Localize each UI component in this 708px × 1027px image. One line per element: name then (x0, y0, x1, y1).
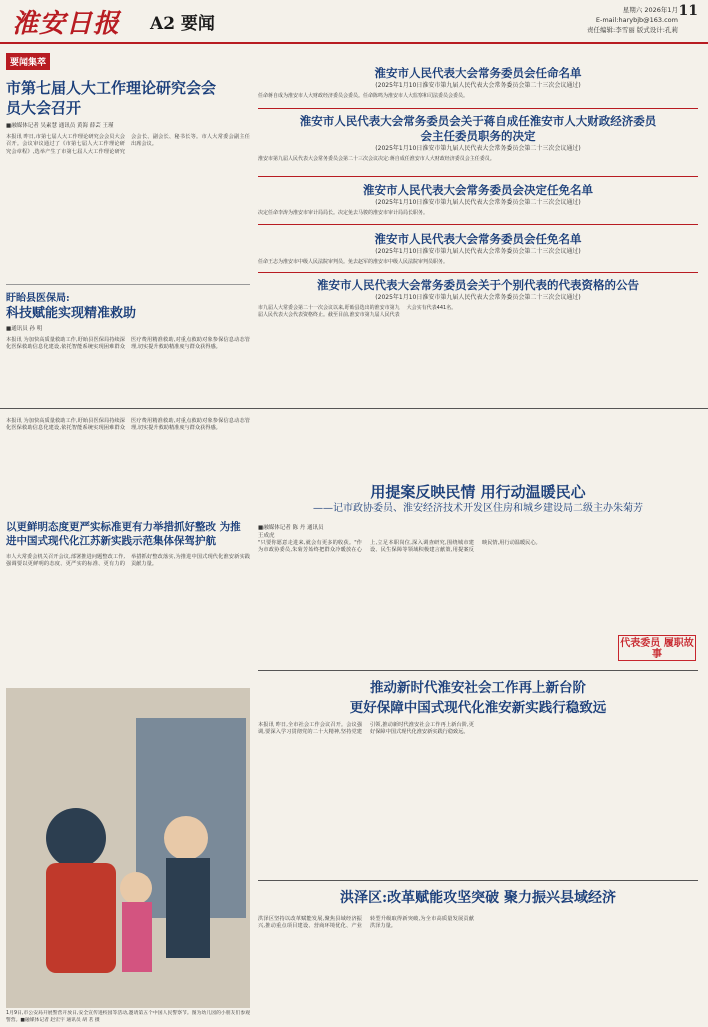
notice-5-sub: (2025年1月10日淮安市第九届人民代表大会常务委员会第二十三次会议通过) (375, 294, 581, 301)
page-label: A2 要闻 (150, 14, 215, 34)
divider (258, 108, 698, 109)
notice-2-body: 淮安市第九届人民代表大会常务委员会第二十三次会议决定:蒋自成任淮安市人大财政经济委员会主任委员。 (258, 156, 495, 162)
story2-byline: ■通讯员 孙 明 (6, 326, 43, 332)
notice-4-sub: (2025年1月10日淮安市第九届人民代表大会常务委员会第二十三次会议通过) (375, 248, 581, 255)
page-number: 11 (678, 3, 698, 19)
notice-1 (258, 66, 698, 100)
notice-5-title[interactable]: 淮安市人民代表大会常务委员会关于个别代表的代表资格的公告 (317, 278, 639, 292)
story3-body: 市人大常委会机关召开会议,部署推进问题整改工作,强调要以更鲜明的态度、更严实的标准、更有力的举措抓好整改落实,为推进中国式现代化淮安新实践贡献力量。 (6, 554, 250, 568)
notice-2-sub: (2025年1月10日淮安市第九届人民代表大会常务委员会第二十三次会议通过) (375, 145, 581, 152)
masthead (0, 0, 708, 44)
feature-header (258, 482, 698, 516)
notice-3-sub: (2025年1月10日淮安市第九届人民代表大会常务委员会第二十三次会议通过) (375, 199, 581, 206)
issue-date: 星期六 2026年1月 (622, 6, 678, 14)
feature-title[interactable]: 用提案反映民情 用行动温暖民心 (370, 483, 586, 501)
story3 (6, 418, 250, 674)
notice-4 (258, 232, 698, 266)
notice-1-sub: (2025年1月10日淮安市第九届人民代表大会常务委员会第二十三次会议通过) (375, 82, 581, 89)
bottom-title[interactable]: 洪泽区:改革赋能攻坚突破 聚力振兴县域经济 (339, 890, 617, 906)
editors: 责任编辑:李雪丽 版式设计:孔莉 (587, 26, 678, 34)
notice-4-body: 任命王志为淮安市中级人民法院审判员。免去赵军的淮安市中级人民法院审判员职务。 (258, 259, 449, 265)
email: E-mail:harybjb@163.com (595, 16, 678, 24)
bottom-body: 洪泽区坚持以改革赋能发展,聚焦县域经济振兴,推动重点项目建设、营商环境优化、产业转型升级取得新突破,为全市高质量发展贡献洪泽力量。 (258, 916, 474, 930)
lead-body: 本报讯 昨日,全市社会工作会议召开。会议强调,要深入学习贯彻党的二十大精神,坚持党建引领,推动新时代淮安社会工作再上新台阶,更好保障中国式现代化淮安新实践行稳致远。 (258, 722, 474, 736)
photo-illustration (6, 688, 250, 1008)
notice-1-title[interactable]: 淮安市人民代表大会常务委员会任命名单 (374, 66, 582, 80)
bottom-header (258, 888, 698, 908)
lead-title[interactable]: 推动新时代淮安社会工作再上新台阶 (370, 680, 586, 696)
divider (0, 408, 708, 409)
feature-body: "只要你愿意走进来,就会有更多的收获。"作为市政协委员,朱菊芳始终把群众冷暖放在心上,立足本职岗位,深入调查研究,围绕城市建设、民生保障等领域积极建言献策,用提案反映民情,用行动温暖民心。 (258, 540, 541, 554)
section-tag: 要闻集萃 (6, 53, 50, 70)
notice-1-body: 任命蒋自成为淮安市人大财政经济委员会委员。任命陈鸣为淮安市人大监察和司法委员会委员。 (258, 93, 469, 99)
notice-3-body: 决定任命李涛为淮安市审计局局长。决定免去马骏的淮安市审计局局长职务。 (258, 210, 429, 216)
lead-header (258, 678, 698, 718)
lead-title-2[interactable]: 更好保障中国式现代化淮安新实践行稳致远 (349, 700, 607, 716)
story2-title[interactable]: 科技赋能实现精准救助 (6, 306, 137, 321)
divider (258, 176, 698, 177)
story1-title[interactable]: 市第七届人大工作理论研究会会员大会召开 (6, 79, 217, 117)
divider (258, 670, 698, 671)
newspaper-logo: 淮安日报 (12, 9, 121, 39)
notice-4-title[interactable]: 淮安市人民代表大会常务委员会任免名单 (374, 232, 582, 246)
story1-body: 本报讯 昨日,市第七届人大工作理论研究会会员大会召开。会议审议通过了《市第七届人大工作理论研究会章程》,选举产生了市第七届人大工作理论研究会会长、副会长、秘书长等。市人大常委会副主任出席会议。 (6, 134, 250, 155)
notice-2 (258, 114, 698, 163)
feature-stamp: 代表委员 履职故事 (618, 635, 696, 661)
story3-title[interactable]: 以更鲜明态度更严实标准更有力举措抓好整改 为推进中国式现代化江苏新实践示范集体保驾护航 (6, 521, 241, 547)
divider (258, 224, 698, 225)
notice-3-title[interactable]: 淮安市人民代表大会常务委员会决定任免名单 (363, 183, 593, 197)
story3-lead: 本报讯 为加快高质量救助工作,盱眙县医保局持续深化医保救助信息化建设,依托智能系统实现困难群众医疗费用精准救助,对重点救助对象参保信息动态管理,切实提升救助精准度与群众获得感。 (6, 418, 250, 432)
story1-byline: ■融媒体记者 吴素慧 通讯员 黄海 薛芸 王瑾 (6, 123, 114, 129)
notice-2-title[interactable]: 淮安市人民代表大会常务委员会关于蒋自成任淮安市人大财政经济委员会主任委员职务的决定 (299, 114, 657, 143)
notice-5 (258, 278, 698, 383)
police-photo (6, 688, 250, 1008)
divider (258, 272, 698, 273)
masthead-meta (587, 5, 678, 35)
photo-caption: 1月9日,市公安局开展警营开放日,安全宣传进校园等活动,邀请第五个中国人民警察节。图为幼儿园的小朋友们参观警营。■融媒体记者 赵宏宇 通讯员 胡 茗 摄 (6, 1011, 250, 1023)
feature-subtitle: ——记市政协委员、淮安经济技术开发区住房和城乡建设局二级主办朱菊芳 (313, 503, 643, 514)
story2-kicker: 盱眙县医保局: (6, 293, 70, 304)
feature-byline: ■融媒体记者 陈 丹 通讯员 王成虎 (258, 525, 324, 539)
notice-5-body: 市九届人大常委会第二十一次会议以来,盱眙县选出的淮安市第九届人民代表大会代表资格终止。截至目前,淮安市第九届人民代表大会实有代表441名。 (258, 305, 457, 318)
notice-3 (258, 183, 698, 217)
divider (258, 880, 698, 881)
story2-body: 本报讯 为加快高质量救助工作,盱眙县医保局持续深化医保救助信息化建设,依托智能系统实现困难群众医疗费用精准救助,对重点救助对象参保信息动态管理,切实提升救助精准度与群众获得感。 (6, 337, 250, 351)
